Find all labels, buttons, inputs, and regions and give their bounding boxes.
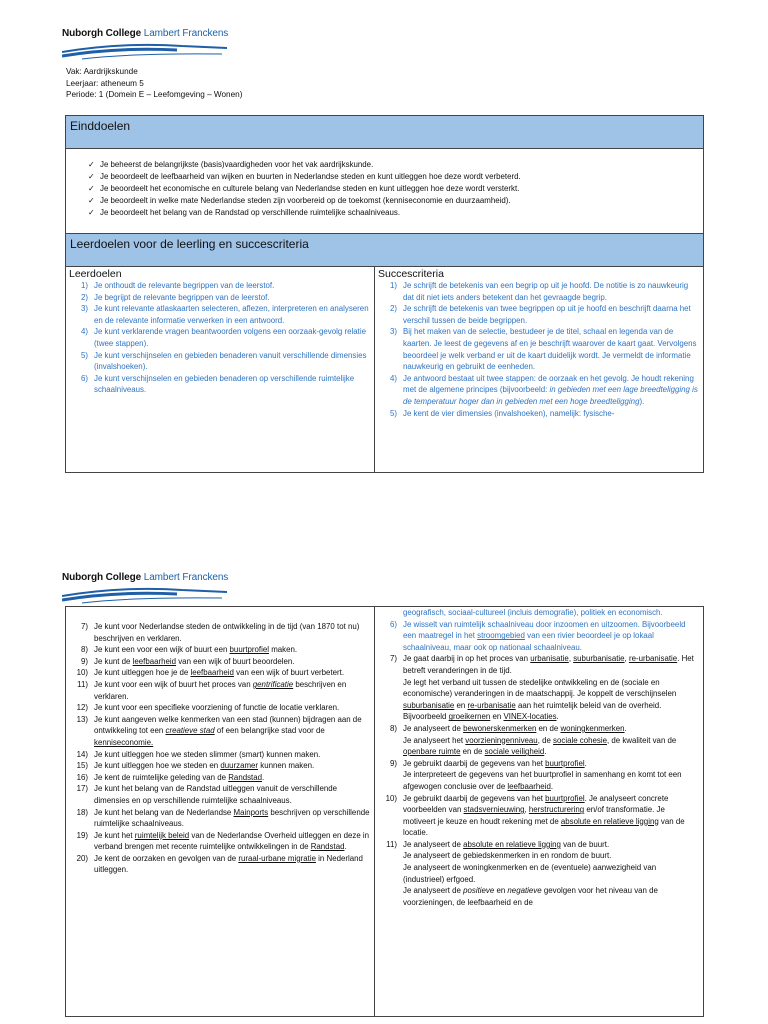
logo-swoosh-icon [62, 584, 227, 604]
leerdoel-item: 19) Je kunt het ruimtelijk beleid van de Nederlandse Overheid uitleggen en deze in verband brengen met recente ruimtelijke ontwikkelingen in de Randstad. [76, 830, 370, 852]
succescriterium-item: 9) Je gebruikt daarbij de gegevens van het buurtprofiel. Je interpreteert de gegevens van het buurtprofiel in samenhang en komt tot een afgewogen conclusie over de leefbaarheid. [389, 758, 682, 791]
einddoel-item: ✓ Je beoordeelt het belang van de Randstad op verschillende ruimtelijke schaalniveaus. [88, 207, 695, 219]
leerdoel-item: 3) Je kunt relevante atlaskaarten selecteren, aflezen, interpreteren en analyseren en de relevante informatie verwerken in een antwoord. [80, 304, 369, 325]
page-2 [0, 562, 768, 1024]
leerdoel-item: 9) Je kunt de leefbaarheid van een wijk of buurt beoordelen. [80, 656, 295, 666]
leerdoel-item: 13) Je kunt aangeven welke kenmerken van een stad (kunnen) bijdragen aan de ontwikkeling tot een creatieve stad of een belangrijke stad voor de kenniseconomie. [76, 714, 362, 747]
succescriterium-item: 3) Bij het maken van de selectie, bestudeer je de titel, schaal en legenda van de kaarten. Je leest de gegevens af en je beschrijft waarover de kaart gaat. Vervolgens beoordeel je welk verband er uit de kaart duidelijk wordt. Je vermeldt de informatie nauwkeurig en gebruikt de eenheden. [389, 327, 697, 372]
leerdoel-item: 1) Je onthoudt de relevante begrippen van de leerstof. [80, 281, 275, 290]
leerdoel-item: 10) Je kunt uitleggen hoe je de leefbaarheid van een wijk of buurt verbetert. [76, 668, 345, 678]
logo-college-name: Nuborgh College [62, 572, 142, 583]
logo-text [62, 572, 228, 583]
leerdoel-item: 15) Je kunt uitleggen hoe we steden en duurzamer kunnen maken. [76, 761, 315, 771]
einddoel-item: ✓ Je beoordeelt de leefbaarheid van wijken en buurten in Nederlandse steden en kunt uitleggen hoe deze wordt verbeterd. [88, 171, 695, 183]
succescriterium-item: 10) Je gebruikt daarbij de gegevens van het buurtprofiel. Je analyseert concrete voorbeelden van stadsvernieuwing, herstructurering en/of transformatie. Je motiveert je keuze en houdt rekening met de absolute en relatieve ligging van de locatie. [385, 793, 685, 838]
leerdoel-item: 4) Je kunt verklarende vragen beantwoorden volgens een oorzaak-gevolg relatie (twee stappen). [80, 327, 366, 348]
einddoelen-header: Einddoelen [66, 116, 704, 149]
leerdoel-item: 12) Je kunt voor een specifieke voorziening of functie de locatie verklaren. [76, 703, 340, 713]
leerdoel-item: 2) Je begrijpt de relevante begrippen van de leerstof. [80, 292, 270, 302]
succescriterium-item: 1) Je schrijft de betekenis van een begrip op uit je hoofd. De notitie is zo nauwkeurig dat dit niet iets anders betekent dan het gevraagde begrip. [389, 281, 689, 302]
succescriteria-column [375, 607, 704, 1017]
leerdoel-item: 18) Je kunt het belang van de Nederlandse Mainports beschrijven op verschillende ruimtelijke schaalniveaus. [76, 807, 370, 829]
succescriterium-item: 7) Je gaat daarbij in op het proces van urbanisatie, suburbanisatie, re-urbanisatie. Het betreft veranderingen in de tijd. Je legt het verband uit tussen de stedelijke ontwikkeling en de (sociale en economische) veranderingen in de maatschappij. Je koppelt de verschijnselen suburbanisatie en re-urbanisatie aan het ruimtelijk beleid van de overheid. Bijvoorbeeld groeikernen en VINEX-locaties. [389, 654, 694, 722]
leerdoelen-header: Leerdoelen voor de leerling en succescriteria [66, 234, 704, 267]
leerdoel-item: 20) Je kent de oorzaken en gevolgen van de ruraal-urbane migratie in Nederland uitleggen. [76, 853, 363, 875]
succescriteria-list [379, 607, 699, 908]
leerdoel-item: 5) Je kunt verschijnselen en gebieden benaderen vanuit verschillende dimensies (invalshoeken). [80, 350, 367, 372]
succescriterium-item: 6) Je wisselt van ruimtelijk schaalniveau door inzoomen en uitzoomen. Bijvoorbeeld een maatregel in het stroomgebied van een rivier beoordeel je op lokaal schaalniveau, maar ook op nationaal schaalniveau. [389, 619, 686, 652]
succescriterium-item: 5) Je kent de vier dimensies (invalshoeken), namelijk: fysische- [389, 408, 615, 418]
succescriterium-item: 4) Je antwoord bestaat uit twee stappen: de oorzaak en het gevolg. Je houdt rekening met de algemene principes (bijvoorbeeld: in gebieden met een lage breedteligging is de temperatuur hoger dan in gebieden met een hoge breedteligging). [389, 373, 698, 406]
einddoel-item: ✓ Je beoordeelt in welke mate Nederlandse steden zijn voorbereid op de toekomst (kenniseconomie en duurzaamheid). [88, 195, 695, 207]
course-meta [66, 66, 242, 101]
school-logo [62, 28, 228, 60]
logo-school-name: Lambert Franckens [143, 28, 229, 39]
logo-text [62, 28, 228, 39]
leerdoelen-table-continued [65, 606, 704, 1017]
einddoelen-list [66, 149, 704, 234]
logo-school-name: Lambert Franckens [143, 572, 229, 583]
logo-swoosh-icon [62, 40, 227, 60]
einddoel-item: ✓ Je beoordeelt het economische en culturele belang van Nederlandse steden en kunt uitleggen hoe deze wordt versterkt. [88, 183, 695, 195]
meta-leerjaar: Leerjaar: atheneum 5 [66, 78, 144, 88]
leerdoelen-column [66, 607, 375, 1017]
leerdoel-item: 7) Je kunt voor Nederlandse steden de ontwikkeling in de tijd (van 1870 tot nu) beschrijven en verklaren. [80, 622, 360, 643]
succescriteria-list [379, 280, 699, 419]
succescriteria-column [375, 267, 704, 473]
leerdoel-item: 11) Je kunt voor een wijk of buurt het proces van gentrificatie beschrijven en verklaren. [77, 679, 347, 701]
succescriterium-item: geografisch, sociaal-cultureel (incluis demografie), politiek en economisch. [403, 608, 663, 617]
einddoelen-table [65, 115, 704, 473]
school-logo [62, 572, 228, 604]
leerdoelen-column [66, 267, 375, 473]
page-1 [0, 0, 768, 500]
leerdoel-item: 16) Je kent de ruimtelijke geleding van de Randstad. [76, 772, 265, 782]
leerdoelen-column-title: Leerdoelen [69, 268, 122, 280]
leerdoelen-list [70, 621, 370, 876]
leerdoel-item: 8) Je kunt een voor een wijk of buurt een buurtprofiel maken. [80, 645, 298, 655]
leerdoel-item: 14) Je kunt uitleggen hoe we steden slimmer (smart) kunnen maken. [76, 749, 321, 759]
einddoel-item: ✓ Je beheerst de belangrijkste (basis)vaardigheden voor het vak aardrijkskunde. [88, 159, 695, 171]
logo-college-name: Nuborgh College [62, 28, 142, 39]
leerdoelen-list [70, 280, 370, 396]
succescriteria-column-title: Succescriteria [378, 268, 444, 280]
leerdoel-item: 6) Je kunt verschijnselen en gebieden benaderen op verschillende ruimtelijke schaalniveaus. [80, 373, 355, 395]
meta-vak: Vak: Aardrijkskunde [66, 67, 138, 76]
leerdoel-item: 17) Je kunt het belang van de Randstad uitleggen vanuit de verschillende dimensies en op verschillende ruimtelijke schaalniveaus. [76, 784, 338, 805]
succescriterium-item: 2) Je schrijft de betekenis van twee begrippen op uit je hoofd en beschrijft daarna het verschil tussen de beide begrippen. [389, 304, 691, 325]
succescriterium-item: 8) Je analyseert de bewonerskenmerken en de woningkenmerken. Je analyseert het voorzieningenniveau, de sociale cohesie, de kwaliteit van de openbare ruimte en de sociale veiligheid. [389, 723, 677, 757]
succescriterium-item: 11) Je analyseert de absolute en relatieve ligging van de buurt. Je analyseert de gebiedskenmerken in en rondom de buurt. Je analyseert de woningkenmerken en de (eventuele) aanwezigheid van (industrieel) erfgoed. Je analyseert de positieve en negatieve gevolgen voor het niveau van de voorzieningen, de leefbaarheid en de [386, 839, 658, 907]
meta-periode: Periode: 1 (Domein E – Leefomgeving – Wonen) [66, 90, 243, 99]
